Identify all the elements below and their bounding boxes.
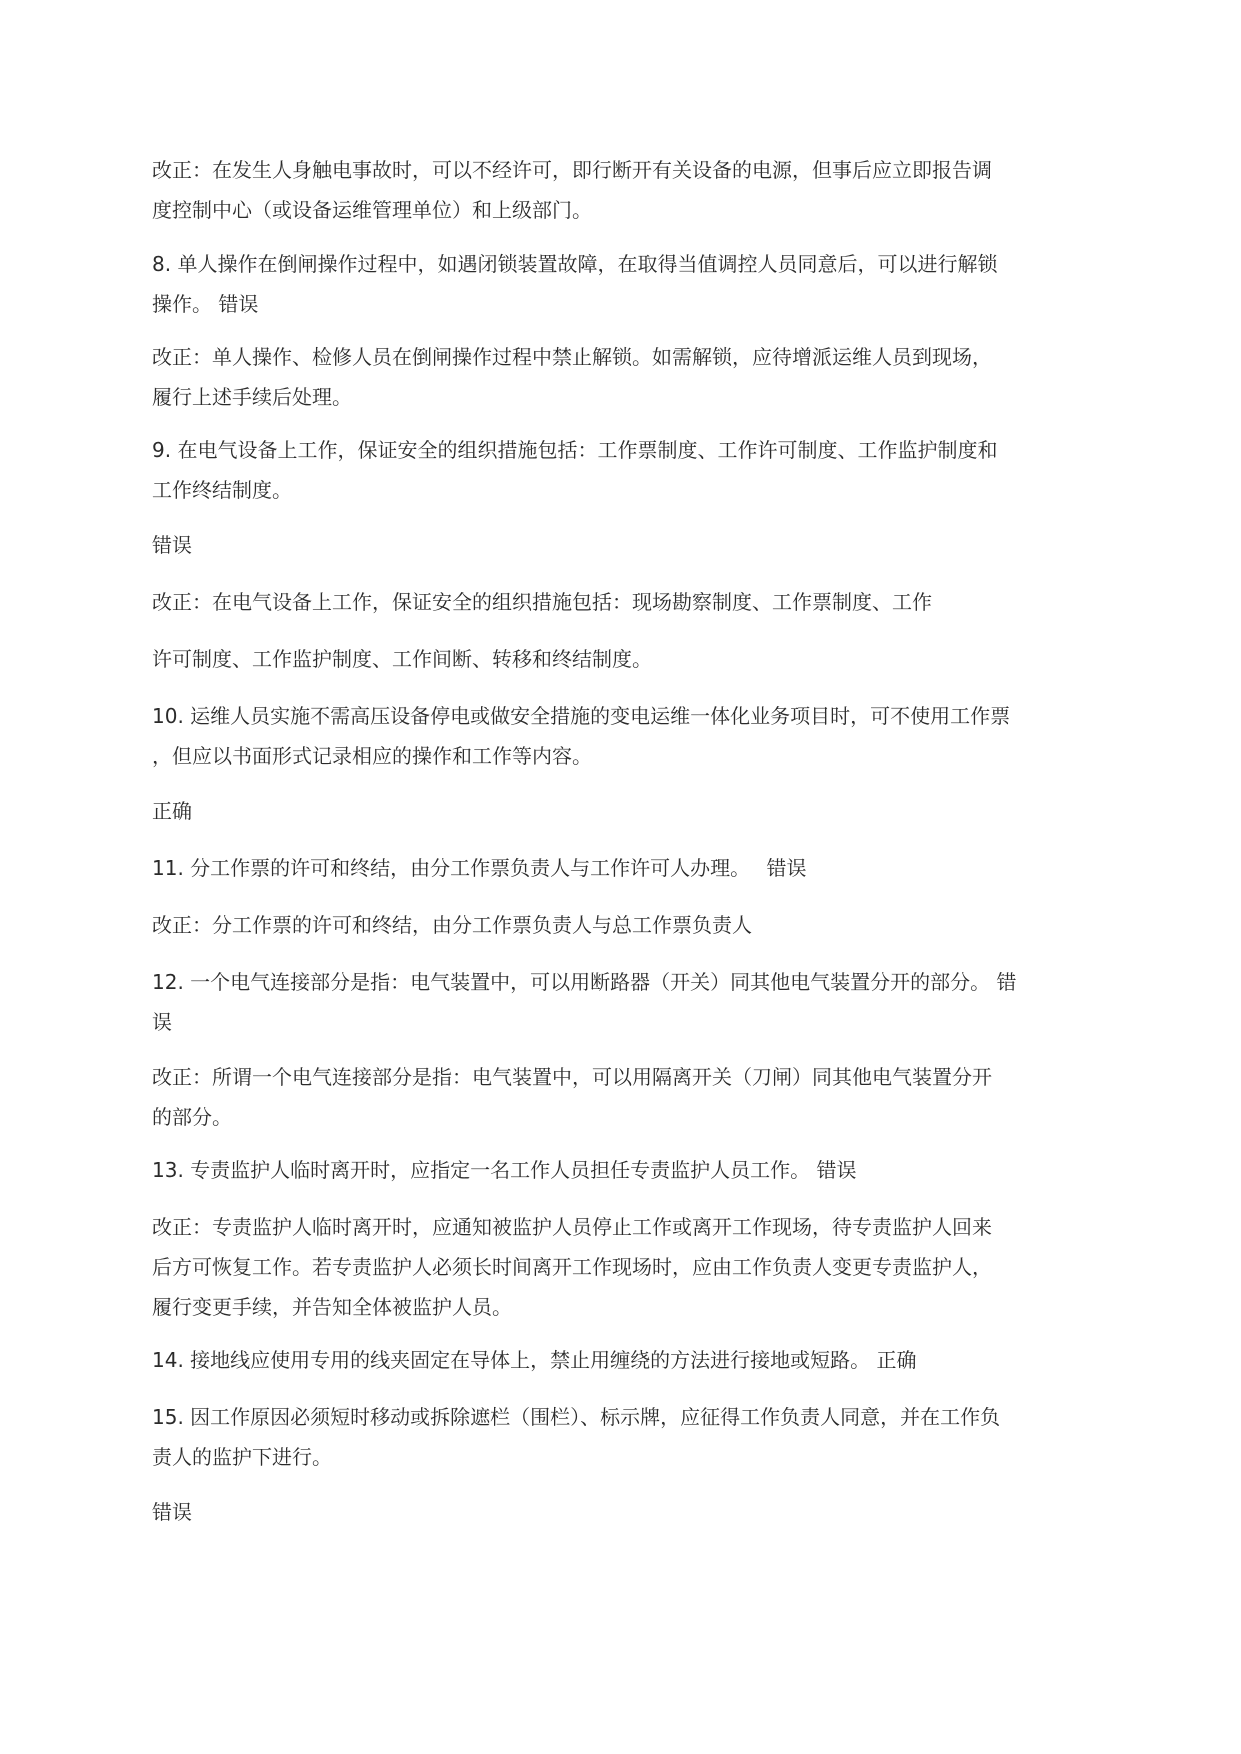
paragraph-question-15 bbox=[152, 1397, 1097, 1477]
text-line: 责人的监护下进行。 bbox=[152, 1445, 332, 1469]
text-line: 改正：专责监护人临时离开时，应通知被监护人员停止工作或离开工作现场，待专责监护人回来 bbox=[152, 1215, 992, 1239]
text-line: 履行上述手续后处理。 bbox=[152, 385, 352, 409]
text-line: 11. 分工作票的许可和终结，由分工作票负责人与工作许可人办理。 错误 bbox=[152, 856, 807, 880]
text-line: 误 bbox=[152, 1010, 172, 1034]
text-line: 改正：在发生人身触电事故时，可以不经许可，即行断开有关设备的电源，但事后应立即报告调 bbox=[152, 158, 992, 182]
text-line: 履行变更手续，并告知全体被监护人员。 bbox=[152, 1295, 512, 1319]
text-line: 改正：所谓一个电气连接部分是指：电气装置中，可以用隔离开关（刀闸）同其他电气装置分开 bbox=[152, 1065, 992, 1089]
text-line: 14. 接地线应使用专用的线夹固定在导体上，禁止用缠绕的方法进行接地或短路。 正确 bbox=[152, 1348, 917, 1372]
paragraph-question-11 bbox=[152, 848, 1097, 888]
paragraph-question-10 bbox=[152, 696, 1097, 776]
paragraph-answer-10 bbox=[152, 791, 1097, 831]
text-line: 15. 因工作原因必须短时移动或拆除遮栏（围栏）、标示牌，应征得工作负责人同意，并在工作负 bbox=[152, 1405, 1001, 1429]
paragraph-correction-8 bbox=[152, 337, 1097, 417]
text-line: 错误 bbox=[152, 533, 192, 557]
paragraph-correction-11 bbox=[152, 905, 1097, 945]
paragraph-question-14 bbox=[152, 1340, 1097, 1380]
paragraph-correction-12 bbox=[152, 1057, 1097, 1137]
text-line: 改正：在电气设备上工作，保证安全的组织措施包括：现场勘察制度、工作票制度、工作 bbox=[152, 590, 932, 614]
paragraph-correction-electric-shock bbox=[152, 150, 1097, 230]
text-line: 12. 一个电气连接部分是指：电气装置中，可以用断路器（开关）同其他电气装置分开的部分。 错 bbox=[152, 970, 1017, 994]
text-line: 许可制度、工作监护制度、工作间断、转移和终结制度。 bbox=[152, 647, 652, 671]
paragraph-question-12 bbox=[152, 962, 1097, 1042]
paragraph-question-8 bbox=[152, 244, 1097, 324]
text-line: 后方可恢复工作。若专责监护人必须长时间离开工作现场时，应由工作负责人变更专责监护人， bbox=[152, 1255, 992, 1279]
text-line: 错误 bbox=[152, 1500, 192, 1524]
paragraph-question-13 bbox=[152, 1150, 1097, 1190]
text-line: 10. 运维人员实施不需高压设备停电或做安全措施的变电运维一体化业务项目时，可不使用工作票 bbox=[152, 704, 1011, 728]
text-line: 的部分。 bbox=[152, 1105, 232, 1129]
text-line: 操作。 错误 bbox=[152, 292, 259, 316]
text-line: 工作终结制度。 bbox=[152, 478, 292, 502]
text-line: 13. 专责监护人临时离开时，应指定一名工作人员担任专责监护人员工作。 错误 bbox=[152, 1158, 857, 1182]
text-line: 8. 单人操作在倒闸操作过程中，如遇闭锁装置故障，在取得当值调控人员同意后，可以进行解锁 bbox=[152, 252, 998, 276]
paragraph-correction-9-line-1 bbox=[152, 582, 1097, 622]
paragraph-answer-15 bbox=[152, 1492, 1097, 1532]
paragraph-question-9 bbox=[152, 430, 1097, 510]
paragraph-answer-9 bbox=[152, 525, 1097, 565]
text-line: 正确 bbox=[152, 799, 192, 823]
text-line: 9. 在电气设备上工作，保证安全的组织措施包括：工作票制度、工作许可制度、工作监护制度和 bbox=[152, 438, 998, 462]
text-line: 度控制中心（或设备运维管理单位）和上级部门。 bbox=[152, 198, 592, 222]
paragraph-correction-13 bbox=[152, 1207, 1097, 1327]
text-line: 改正：单人操作、检修人员在倒闸操作过程中禁止解锁。如需解锁，应待增派运维人员到现场， bbox=[152, 345, 992, 369]
paragraph-correction-9-line-2 bbox=[152, 639, 1097, 679]
text-line: ，但应以书面形式记录相应的操作和工作等内容。 bbox=[152, 744, 592, 768]
text-line: 改正：分工作票的许可和终结，由分工作票负责人与总工作票负责人 bbox=[152, 913, 752, 937]
